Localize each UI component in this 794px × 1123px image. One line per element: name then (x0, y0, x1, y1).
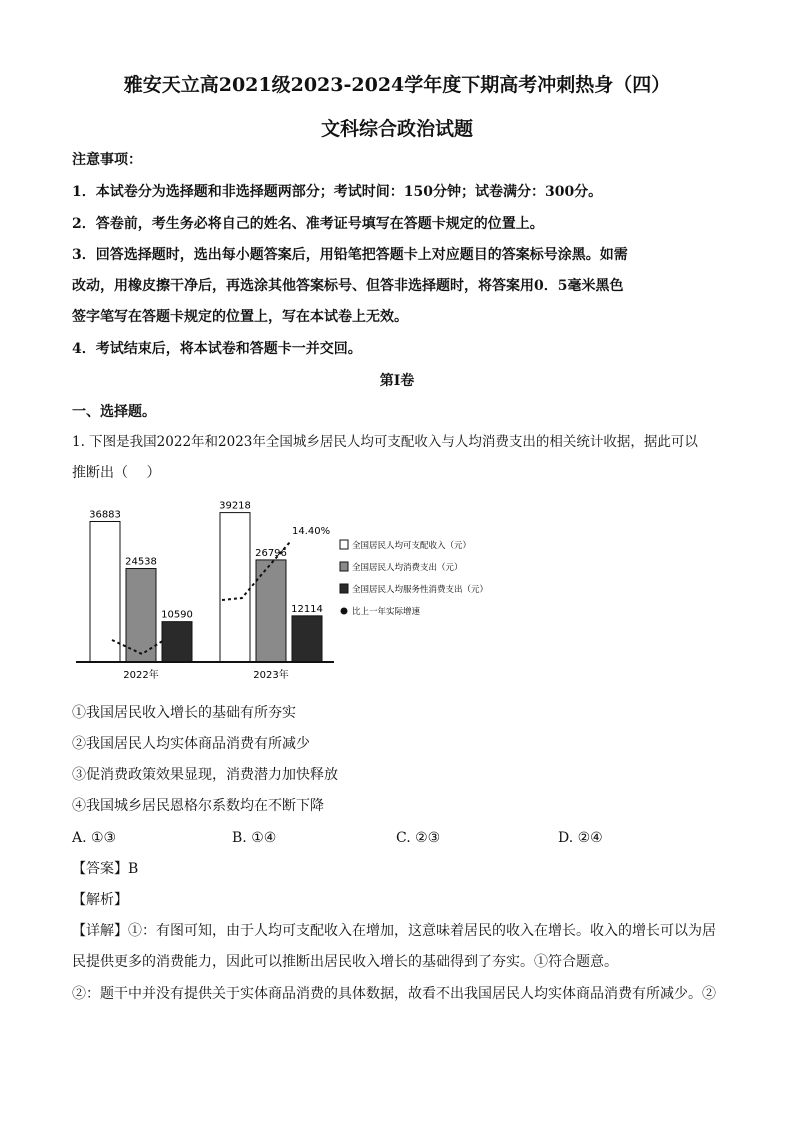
exam-subtitle: 文科综合政治试题 (320, 118, 473, 140)
option-c: C. ②③ (396, 830, 441, 846)
exam-title: 雅安天立高2021级2023-2024学年度下期高考冲刺热身（四） (123, 74, 671, 96)
legend-swatch-3 (340, 584, 348, 593)
income-consumption-chart (72, 490, 492, 690)
growth-annotation: 14.40% (292, 526, 331, 537)
question-stem: 1. 下图是我国2022年和2023年全国城乡居民人均可支配收入与人均消费支出的相关统计收据，据此可以 (72, 434, 698, 450)
bars-group (90, 513, 322, 662)
bar-value-label: 26796 (255, 547, 287, 559)
bar-2023年-1 (220, 513, 250, 662)
analysis-line-1: 【详解】①：有图可知，由于人均可支配收入在增加，这意味着居民的收入在增长。收入的增长可以为居 (72, 923, 716, 939)
statement-4: ④我国城乡居民恩格尔系数均在不断下降 (72, 798, 324, 814)
bar-value-label: 39218 (219, 500, 251, 512)
note-4: 4．考试结束后，将本试卷和答题卡一并交回。 (72, 341, 362, 357)
bar-value-label: 36883 (89, 509, 121, 521)
option-b: B. ①④ (232, 830, 277, 846)
option-d: D. ②④ (558, 830, 603, 846)
analysis-label: 【解析】 (72, 892, 128, 908)
option-a: A. ①③ (72, 830, 117, 846)
bar-2023年-3 (292, 616, 322, 662)
x-axis (76, 662, 334, 681)
bar-value-label: 24538 (125, 556, 157, 568)
analysis-line-3: ②：题干中并没有提供关于实体商品消费的具体数据，故看不出我国居民人均实体商品消费有所减少。② (72, 986, 716, 1002)
legend-growth-label: 比上一年实际增速 (352, 607, 421, 617)
bar-value-label: 12114 (291, 603, 323, 615)
question-stem-cont: 推断出（ ） (72, 465, 161, 481)
bar-value-label: 10590 (161, 609, 193, 621)
note-3-cont-1: 改动，用橡皮擦干净后，再选涂其他答案标号、但答非选择题时，将答案用0．5毫米黑色 (72, 278, 624, 294)
volume-heading: 第Ⅰ卷 (379, 373, 415, 389)
note-3-cont-2: 签字笔写在答题卡规定的位置上，写在本试卷上无效。 (72, 309, 408, 325)
legend-swatch-2 (340, 562, 348, 571)
section-heading: 一、选择题。 (72, 404, 156, 420)
statement-1: ①我国居民收入增长的基础有所夯实 (72, 705, 296, 721)
statement-3: ③促消费政策效果显现，消费潜力加快释放 (72, 767, 338, 783)
statement-2: ②我国居民人均实体商品消费有所减少 (72, 736, 310, 752)
x-tick-label: 2022年 (123, 670, 159, 681)
chart-legend (340, 540, 488, 617)
x-tick-label: 2023年 (253, 670, 289, 681)
legend-label-1: 全国居民人均可支配收入（元） (352, 541, 472, 551)
bar-2022年-1 (90, 521, 120, 662)
legend-swatch-1 (340, 540, 348, 549)
note-2: 2．答卷前，考生务必将自己的姓名、准考证号填写在答题卡规定的位置上。 (72, 216, 544, 232)
note-1: 1．本试卷分为选择题和非选择题两部分；考试时间：150分钟；试卷满分：300分。 (72, 184, 603, 200)
answer-label: 【答案】B (72, 861, 139, 877)
notes-heading: 注意事项： (72, 152, 142, 168)
note-3: 3．回答选择题时，选出每小题答案后，用铅笔把答题卡上对应题目的答案标号涂黑。如需 (72, 247, 628, 263)
analysis-line-2: 民提供更多的消费能力，因此可以推断出居民收入增长的基础得到了夯实。①符合题意。 (72, 954, 618, 970)
legend-label-3: 全国居民人均服务性消费支出（元） (352, 585, 489, 595)
legend-label-2: 全国居民人均消费支出（元） (352, 563, 463, 573)
bar-2022年-3 (162, 622, 192, 662)
legend-growth-dot (341, 608, 348, 615)
value-labels (89, 501, 323, 621)
